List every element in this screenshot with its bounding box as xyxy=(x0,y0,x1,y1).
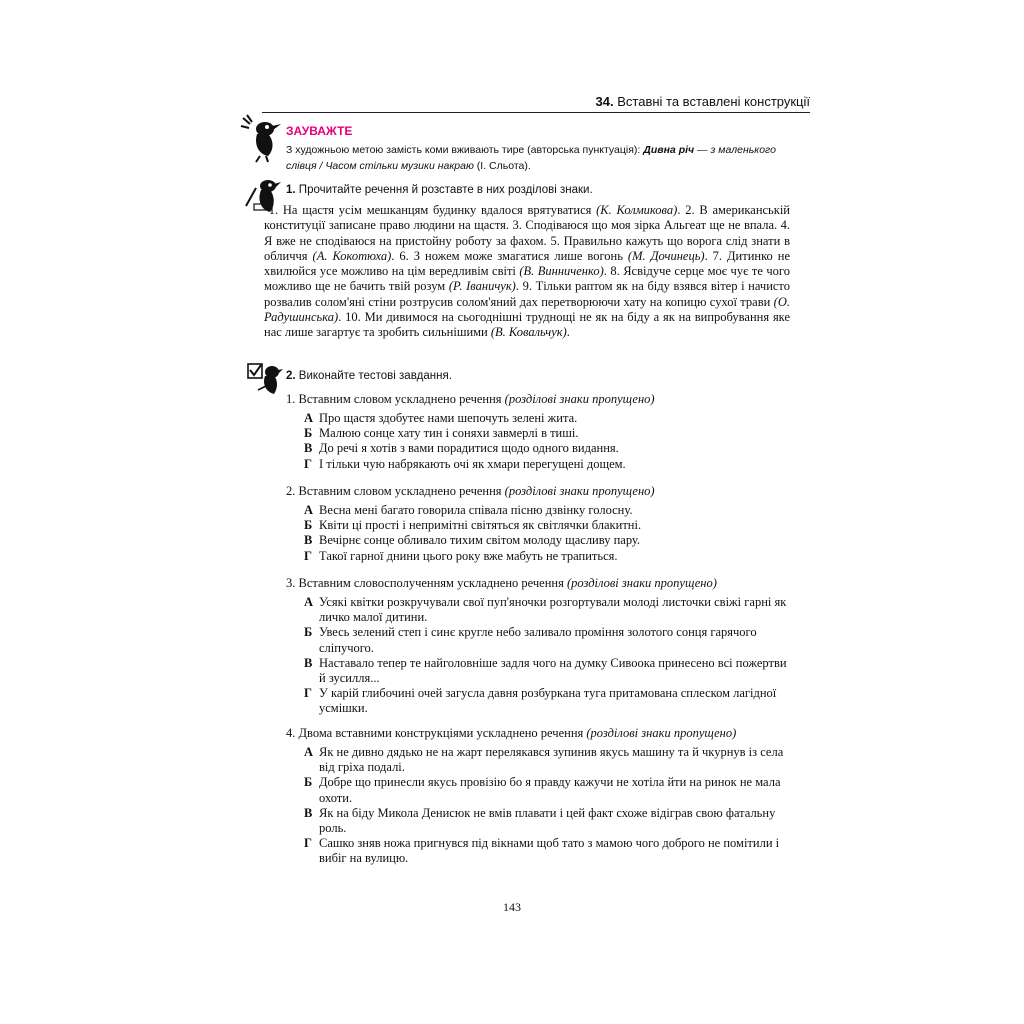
question-text: 3. Вставним словосполученням ускладнено речення xyxy=(286,576,567,590)
option-letter: А xyxy=(304,411,314,425)
option-letter: Г xyxy=(304,836,312,851)
option-text: Малюю сонце хату тин і соняхи завмерлі в тиші. xyxy=(319,426,579,441)
option-letter: Г xyxy=(304,456,312,471)
question-hint: (розділові знаки пропущено) xyxy=(566,576,717,590)
question-4 xyxy=(286,726,736,741)
sentence-text: . 9. Тільки раптом як на біду взявся вітер і начисто розвалив солом'яні стіни розтрусив солом'яний дах перетворюючи хату на копицю сухої трави xyxy=(264,279,790,309)
option-letter: Б xyxy=(304,625,313,640)
option-v xyxy=(304,441,790,456)
option-a xyxy=(304,595,790,625)
sentence-text: . 10. Ми дивимося на сьогоднішні труднощі не як на біду а як на випробування яке нас лише загартує та зробить сильнішими xyxy=(264,310,790,340)
option-v xyxy=(304,656,790,686)
section-number: 34. xyxy=(595,94,614,109)
option-text: Наставало тепер те найголовніше задля чого на думку Сивоока принесено всі пожертви й зусилля... xyxy=(319,655,787,686)
option-b xyxy=(304,518,790,533)
question-text: 4. Двома вставними конструкціями ускладнено речення xyxy=(286,726,587,740)
option-a xyxy=(304,503,790,518)
note-example-bold: Дивна річ xyxy=(643,144,695,156)
option-text: Про щастя здобутеє нами шепочуть зелені жита. xyxy=(319,411,578,425)
sentence-author: (Р. Іваничук) xyxy=(448,279,516,294)
option-h xyxy=(304,686,790,716)
option-v xyxy=(304,806,790,836)
option-text: Сашко зняв ножа пригнувся під вікнами щоб тато з мамою чого доброго не помітили і вибіг на вулицю. xyxy=(319,836,780,866)
option-text: Весна мені багато говорила співала пісню дзвінку голосну. xyxy=(319,503,633,517)
task2-title: Виконайте тестові завдання. xyxy=(298,370,452,382)
section-title: Вставні та вставлені конструкції xyxy=(617,94,810,109)
option-letter: Б xyxy=(304,518,313,533)
option-letter: Г xyxy=(304,548,312,563)
question-4-options xyxy=(304,745,790,867)
question-hint: (розділові знаки пропущено) xyxy=(504,484,655,498)
header-text xyxy=(596,94,810,109)
option-h xyxy=(304,549,790,564)
option-a xyxy=(304,411,790,426)
sentence-text: . xyxy=(566,325,570,340)
option-text: До речі я хотів з вами порадитися щодо одного видання. xyxy=(319,441,619,456)
task2-number: 2. xyxy=(286,370,296,382)
task1-sentences xyxy=(264,203,790,341)
question-hint: (розділові знаки пропущено) xyxy=(504,392,655,406)
sentence-text: . 7. Дитинко не хвилюйся усе можливо на цім вередливім світі xyxy=(264,248,790,279)
question-1 xyxy=(286,392,655,407)
option-text: Як не дивно дядько не на жарт перелякався зупинив якусь машину та й чкурнув із села від гріха подалі. xyxy=(319,745,784,775)
option-letter: В xyxy=(304,441,313,456)
question-3-options xyxy=(304,595,790,717)
sentence-text: . 6. З ножем може змагатися лише вогонь xyxy=(391,248,628,263)
option-b xyxy=(304,426,790,441)
note-author: (І. Сльота). xyxy=(473,160,531,172)
option-letter: В xyxy=(304,655,313,670)
sentence-text: 1. На щастя усім мешканцям будинку вдалося врятуватися xyxy=(268,203,597,217)
sentence-author: (О. Радушинська) xyxy=(264,294,790,325)
option-text: У карій глибочині очей загусла давня розбуркана туга притамована сплеском лагідної усмішки. xyxy=(319,686,777,716)
running-header xyxy=(262,92,810,113)
option-text: І тільки чую набрякають очі як хмари перегущені дощем. xyxy=(319,456,626,471)
option-text: Як на біду Микола Денисюк не вмів плавати і цей факт схоже відіграв свою фатальну роль. xyxy=(319,805,776,836)
sentence-author: (К. Колмикова) xyxy=(596,203,678,217)
option-a xyxy=(304,745,790,775)
question-1-options xyxy=(304,411,790,472)
option-letter: В xyxy=(304,533,313,548)
note-example-italic: — з маленького слівця / Часом стільки музики накраю xyxy=(286,144,776,172)
option-text: Квіти ці прості і непримітні світяться як світлячки блакитні. xyxy=(319,518,642,533)
option-text: Добре що принесли якусь провізію бо я правду кажучи не хотіла йти на ринок не мала охоти. xyxy=(319,775,781,805)
option-h xyxy=(304,836,790,866)
option-text: Вечірнє сонце обливало тихим світом молоду щасливу пару. xyxy=(319,533,641,548)
task2-heading xyxy=(286,370,452,382)
sentence-author: (А. Кокотюха) xyxy=(312,248,392,263)
question-text: 1. Вставним словом ускладнено речення xyxy=(286,392,505,406)
question-text: 2. Вставним словом ускладнено речення xyxy=(286,484,505,498)
sentence-author: (В. Винниченко) xyxy=(519,264,604,279)
note-text xyxy=(286,142,796,174)
page-number: 143 xyxy=(503,900,521,914)
task1-heading xyxy=(286,184,593,196)
sentence-author: (В. Ковальчук) xyxy=(490,325,567,340)
option-letter: Г xyxy=(304,686,312,701)
test-bird-icon xyxy=(246,360,284,398)
task1-number: 1. xyxy=(286,184,296,196)
option-letter: Б xyxy=(304,775,313,790)
question-2-options xyxy=(304,503,790,564)
sentence-text: . 8. Ясвідуче серце моє чує те чого можливо ще не бачить твій розум xyxy=(264,264,790,294)
question-2 xyxy=(286,484,655,499)
option-b xyxy=(304,625,790,655)
sentence-author: (М. Дочинець) xyxy=(627,248,705,263)
option-text: Такої гарної днини цього року вже мабуть не трапиться. xyxy=(319,548,618,563)
option-text: Усякі квітки розкручували свої пуп'яночки розгортували молоді листочки свіжі гарні як личко малої дитини. xyxy=(319,595,787,625)
attention-bird-icon xyxy=(240,114,282,164)
option-letter: А xyxy=(304,745,314,759)
option-text: Увесь зелений степ і синє кругле небо заливало проміння золотого сонця гарячого сліпучого. xyxy=(319,625,757,655)
question-hint: (розділові знаки пропущено) xyxy=(586,726,737,740)
option-letter: А xyxy=(304,503,314,517)
option-v xyxy=(304,533,790,548)
option-b xyxy=(304,775,790,805)
task1-title: Прочитайте речення й розставте в них розділові знаки. xyxy=(298,184,593,196)
sentence-text: . 2. В американській конституції записане право людини на щастя. 3. Сподіваюся що моя зірка Альгеат ще не впала. 4. Я вже не сподіваюся на пристойну роботу за фахом. 5. Правильно кажуть що ворога слід знати в обличчя xyxy=(264,203,790,263)
note-title: ЗАУВАЖТЕ xyxy=(286,124,353,138)
option-letter: А xyxy=(304,595,314,609)
question-3 xyxy=(286,576,717,591)
note-intro: З художньою метою замість коми вживають тире (авторська пунктуація): xyxy=(286,144,644,156)
option-letter: В xyxy=(304,805,313,820)
option-h xyxy=(304,457,790,472)
option-letter: Б xyxy=(304,426,313,441)
